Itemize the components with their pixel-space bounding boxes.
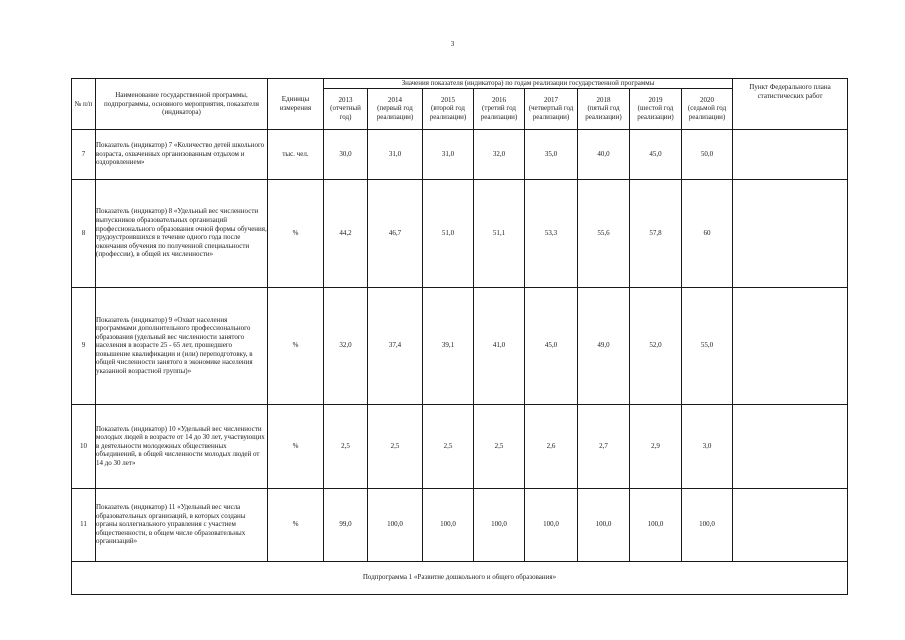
table-row — [72, 404, 848, 488]
header-year-2020 — [682, 88, 733, 129]
header-year-value: 2016 — [492, 95, 506, 104]
header-year-label: (пятый год реализации) — [585, 104, 622, 121]
value-2014: 46,7 — [368, 179, 423, 287]
value-2014: 2,5 — [368, 404, 423, 488]
header-year-value: 2018 — [596, 95, 611, 104]
header-year-label: (отчетный год) — [330, 104, 361, 121]
header-num: № п/п — [72, 79, 96, 130]
unit-of-measure: тыс. чел. — [268, 129, 324, 179]
table-row — [72, 488, 848, 561]
header-year-value: 2013 — [338, 95, 353, 104]
value-2020: 60 — [682, 179, 733, 287]
header-year-value: 2015 — [441, 95, 455, 104]
value-2013: 99,0 — [324, 488, 368, 561]
value-2015: 51,0 — [423, 179, 474, 287]
value-2020: 100,0 — [682, 488, 733, 561]
value-2017: 100,0 — [525, 488, 578, 561]
row-number: 9 — [72, 287, 96, 404]
value-2018: 40,0 — [578, 129, 630, 179]
header-year-value: 2019 — [648, 95, 663, 104]
table-header — [72, 79, 848, 130]
header-year-2013 — [324, 88, 368, 129]
header-year-2016 — [474, 88, 525, 129]
value-2020: 50,0 — [682, 129, 733, 179]
value-2015: 100,0 — [423, 488, 474, 561]
value-2016: 51,1 — [474, 179, 525, 287]
subprogram-row — [72, 561, 848, 594]
table-body — [72, 129, 848, 594]
header-year-label: (первый год реализации) — [376, 104, 414, 121]
value-2017: 53,3 — [525, 179, 578, 287]
value-2017: 45,0 — [525, 287, 578, 404]
row-number: 8 — [72, 179, 96, 287]
unit-of-measure: % — [268, 404, 324, 488]
unit-of-measure: % — [268, 488, 324, 561]
value-2019: 52,0 — [630, 287, 682, 404]
table-row — [72, 179, 848, 287]
value-2013: 32,0 — [324, 287, 368, 404]
value-2013: 30,0 — [324, 129, 368, 179]
federal-plan-item — [733, 179, 848, 287]
unit-of-measure: % — [268, 287, 324, 404]
header-unit: Единицы измерения — [268, 79, 324, 130]
header-year-label: (четвертый год реализации) — [528, 104, 574, 121]
value-2019: 45,0 — [630, 129, 682, 179]
value-2016: 100,0 — [474, 488, 525, 561]
header-name: Наименование государственной программы, подпрограммы, основного мероприятия, показателя (индикатора) — [96, 79, 268, 130]
row-number: 10 — [72, 404, 96, 488]
header-year-value: 2014 — [388, 95, 402, 104]
value-2016: 32,0 — [474, 129, 525, 179]
value-2019: 57,8 — [630, 179, 682, 287]
header-year-2019 — [630, 88, 682, 129]
header-values-group: Значения показателя (индикатора) по годам реализации государственной программы — [324, 79, 733, 89]
unit-of-measure: % — [268, 179, 324, 287]
value-2014: 100,0 — [368, 488, 423, 561]
value-2020: 55,0 — [682, 287, 733, 404]
value-2014: 31,0 — [368, 129, 423, 179]
value-2017: 35,0 — [525, 129, 578, 179]
value-2019: 2,9 — [630, 404, 682, 488]
federal-plan-item — [733, 129, 848, 179]
row-number: 7 — [72, 129, 96, 179]
header-year-value: 2020 — [700, 95, 714, 104]
value-2015: 31,0 — [423, 129, 474, 179]
header-year-2014 — [368, 88, 423, 129]
value-2020: 3,0 — [682, 404, 733, 488]
indicator-name: Показатель (индикатор) 7 «Количество детей школьного возраста, охваченных организованным отдыхом и оздоровлением» — [96, 129, 268, 179]
value-2016: 41,0 — [474, 287, 525, 404]
indicators-table — [71, 78, 848, 595]
value-2018: 100,0 — [578, 488, 630, 561]
value-2018: 55,6 — [578, 179, 630, 287]
header-year-label: (второй год реализации) — [429, 104, 467, 121]
header-year-label: (шестой год реализации) — [637, 104, 674, 121]
table-row — [72, 129, 848, 179]
indicator-name: Показатель (индикатор) 8 «Удельный вес численности выпускников образовательных организаций профессионального образования очной формы обучения, трудоустроившихся в течение одного года после окончания обучения по полученной специальности (профессии), в общей их численности» — [96, 179, 268, 287]
table-row — [72, 287, 848, 404]
header-year-2018 — [578, 88, 630, 129]
value-2019: 100,0 — [630, 488, 682, 561]
row-number: 11 — [72, 488, 96, 561]
value-2013: 2,5 — [324, 404, 368, 488]
value-2015: 2,5 — [423, 404, 474, 488]
value-2013: 44,2 — [324, 179, 368, 287]
header-year-value: 2017 — [544, 95, 558, 104]
header-year-2015 — [423, 88, 474, 129]
value-2014: 37,4 — [368, 287, 423, 404]
value-2018: 2,7 — [578, 404, 630, 488]
subprogram-title: Подпрограмма 1 «Развитие дошкольного и общего образования» — [72, 561, 848, 594]
header-federal-plan: Пункт Федерального плана статистических работ — [733, 79, 848, 130]
value-2017: 2,6 — [525, 404, 578, 488]
federal-plan-item — [733, 488, 848, 561]
page-number: 3 — [450, 40, 455, 48]
federal-plan-item — [733, 404, 848, 488]
header-year-2017 — [525, 88, 578, 129]
value-2018: 49,0 — [578, 287, 630, 404]
indicator-name: Показатель (индикатор) 9 «Охват населения программами дополнительного профессионального образования (удельный вес численности занятого населения в возрасте 25 - 65 лет, прошедшего повышение квалификации и (или) переподготовку, в общей численности занятого в экономике населения указанной возрастной группы)» — [96, 287, 268, 404]
header-year-label: (седьмой год реализации) — [687, 104, 727, 121]
header-year-label: (третий год реализации) — [480, 104, 518, 121]
federal-plan-item — [733, 287, 848, 404]
indicator-name: Показатель (индикатор) 10 «Удельный вес численности молодых людей в возрасте от 14 до 30 лет, участвующих в деятельности молодежных общественных объединений, в общей численности молодых людей от 14 до 30 лет» — [96, 404, 268, 488]
indicator-name: Показатель (индикатор) 11 «Удельный вес числа образовательных организаций, в которых созданы органы коллегиального управления с участием общественности, в общем числе образовательных организаций» — [96, 488, 268, 561]
value-2016: 2,5 — [474, 404, 525, 488]
value-2015: 39,1 — [423, 287, 474, 404]
